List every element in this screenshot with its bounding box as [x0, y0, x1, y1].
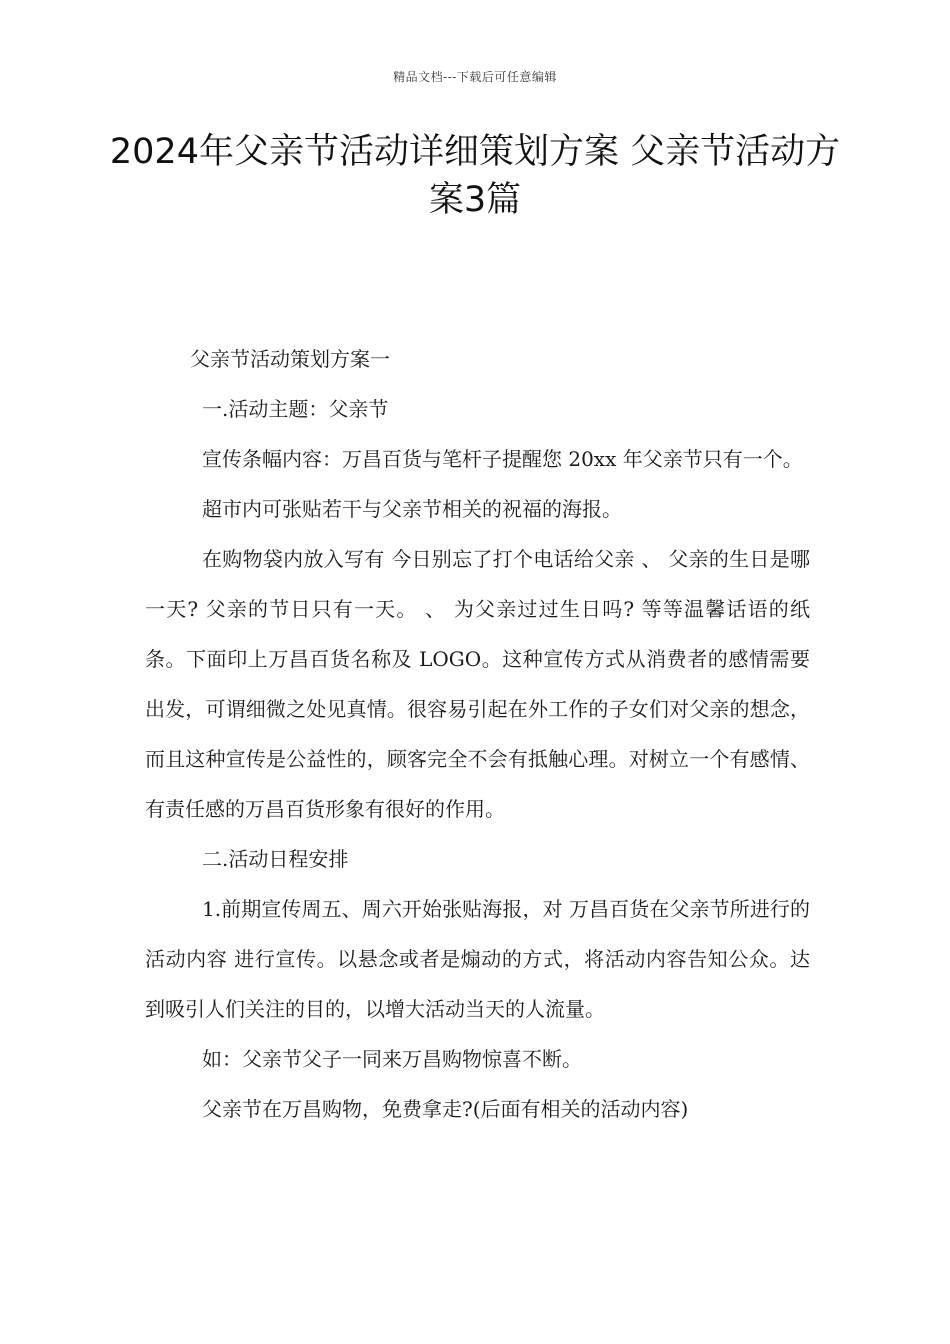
- paragraph: 父亲节在万昌购物，免费拿走?(后面有相关的活动内容): [202, 1097, 689, 1121]
- section-heading: 父亲节活动策划方案一: [190, 347, 390, 371]
- paragraph: 超市内可张贴若干与父亲节相关的祝福的海报。: [202, 497, 622, 521]
- paragraph: 如：父亲节父子一同来万昌购物惊喜不断。: [202, 1047, 582, 1071]
- paragraph: 1.前期宣传周五、周六开始张贴海报，对 万昌百货在父亲节所进行的活动内容 进行宣传。以悬念或者是煽动的方式，将活动内容告知公众。达到吸引人们关注的目的，以增大活动当天的人流量。: [145, 897, 810, 1021]
- header-note: 精品文档---下载后可任意编辑: [393, 70, 557, 84]
- document-body: [145, 334, 810, 1134]
- document-title: 2024年父亲节活动详细策划方案 父亲节活动方案3篇: [109, 132, 841, 220]
- paragraph: 一.活动主题：父亲节: [202, 397, 389, 421]
- paragraph: 在购物袋内放入写有 今日别忘了打个电话给父亲 、 父亲的生日是哪一天? 父亲的节日只有一天。 、 为父亲过过生日吗? 等等温馨话语的纸条。下面印上万昌百货名称及 LOGO。这种宣传方式从消费者的感情需要出发，可谓细微之处见真情。很容易引起在外工作的子女们对父亲的想念，而且这种宣传是公益性的，顾客完全不会有抵触心理。对树立一个有感情、有责任感的万昌百货形象有很好的作用。: [145, 547, 810, 821]
- paragraph: 宣传条幅内容：万昌百货与笔杆子提醒您 20xx 年父亲节只有一个。: [202, 447, 803, 471]
- paragraph: 二.活动日程安排: [202, 847, 349, 871]
